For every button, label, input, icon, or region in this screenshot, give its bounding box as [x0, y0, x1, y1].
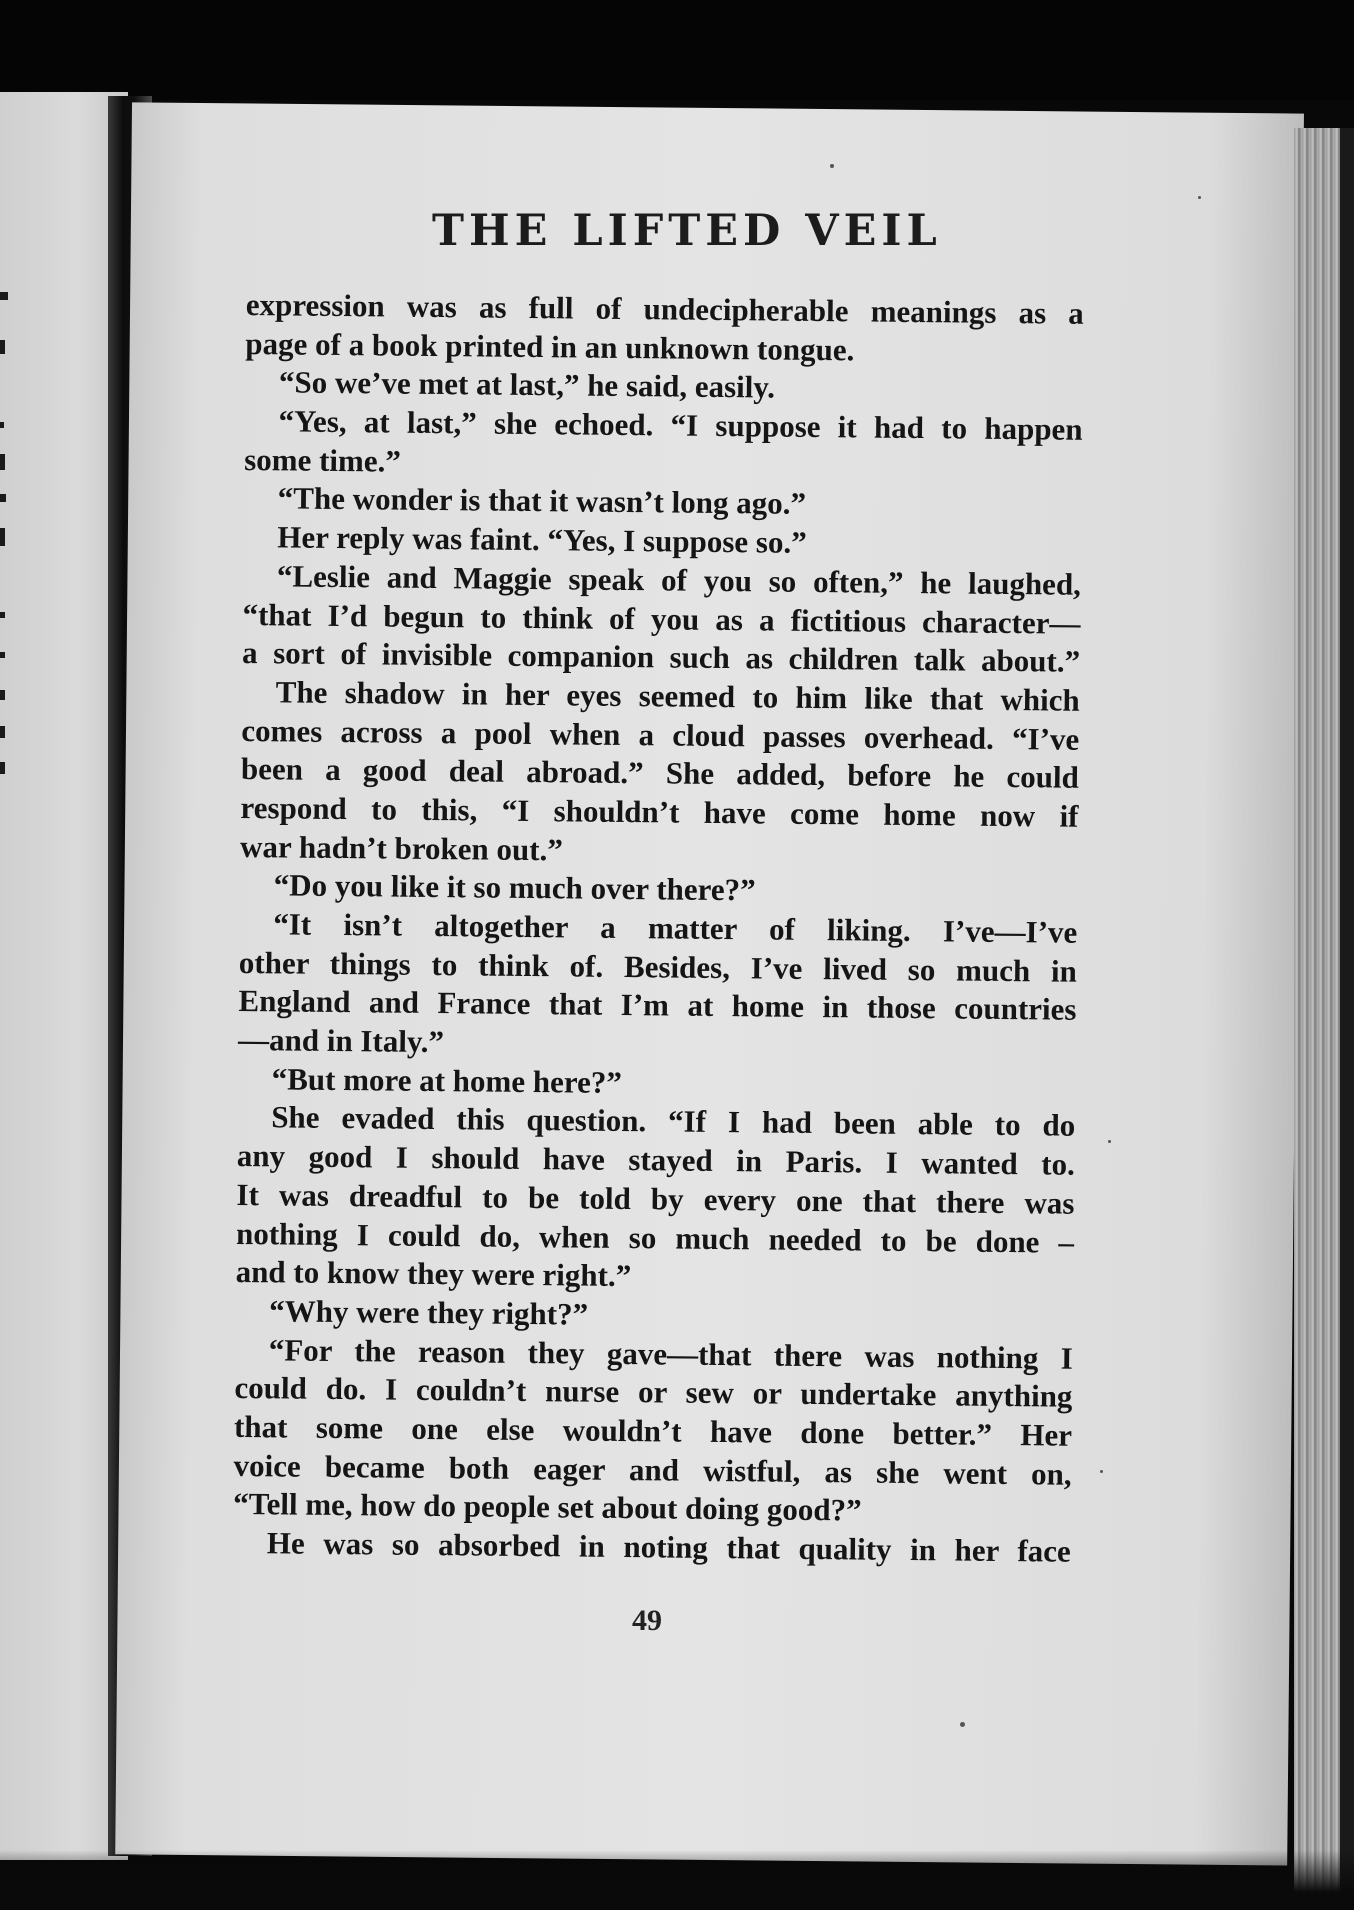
- print-bleed-mark: [0, 762, 5, 774]
- running-head: THE LIFTED VEIL: [432, 206, 942, 256]
- print-bleed-mark: [0, 494, 6, 502]
- text-line: nothing I could do, when so much needed to be done –: [235, 1215, 1075, 1260]
- scanner-bottom-shadow: [0, 1850, 1354, 1910]
- print-bleed-mark: [0, 726, 5, 738]
- dust-speck: [1100, 1470, 1103, 1473]
- text-line: war hadn’t broken out.”: [239, 828, 564, 867]
- print-bleed-mark: [0, 422, 4, 428]
- text-line: any good I should have stayed in Paris. I wanted to.: [236, 1138, 1076, 1182]
- text-line: “It isn’t altogether a matter of liking. I’ve—I’ve: [273, 906, 1078, 950]
- text-line: “Leslie and Maggie speak of you so often,” he laughed,: [276, 558, 1082, 602]
- text-line: some time.”: [244, 441, 402, 479]
- print-bleed-mark: [0, 612, 5, 618]
- text-line: expression was as full of undecipherable meanings as a: [245, 286, 1084, 331]
- text-line: “Why were they right?”: [269, 1293, 589, 1332]
- body-text: [233, 286, 1084, 1571]
- text-line: —and in Italy.”: [237, 1022, 445, 1060]
- text-line: “For the reason they gave—that there was nothing I: [268, 1331, 1074, 1376]
- text-line: “Yes, at last,” she echoed. “I suppose it had to happen: [278, 403, 1083, 447]
- print-bleed-mark: [0, 652, 5, 658]
- print-bleed-mark: [0, 690, 5, 700]
- text-line: He was so absorbed in noting that quality in her face: [266, 1525, 1071, 1569]
- page-number: 49: [632, 1604, 662, 1637]
- dust-speck: [960, 1722, 965, 1727]
- text-line: respond to this, “I shouldn’t have come home now if: [240, 789, 1079, 834]
- print-bleed-mark: [0, 528, 5, 546]
- text-line: It was dreadful to be told by every one that there was: [236, 1176, 1075, 1221]
- text-line: comes across a pool when a cloud passes overhead. “I’ve: [241, 712, 1080, 757]
- print-bleed-mark: [0, 292, 8, 300]
- text-line: page of a book printed in an unknown tongue.: [245, 325, 855, 368]
- print-bleed-mark: [0, 454, 5, 470]
- text-line: Her reply was faint. “Yes, I suppose so.”: [277, 519, 807, 561]
- text-line: “The wonder is that it wasn’t long ago.”: [277, 480, 807, 522]
- text-line: “that I’d begun to think of you as a fictitious character—: [242, 596, 1081, 641]
- text-line: could do. I couldn’t nurse or sew or undertake anything: [234, 1370, 1073, 1414]
- text-line: England and France that I’m at home in those countries: [238, 983, 1077, 1028]
- text-line: The shadow in her eyes seemed to him like that which: [275, 674, 1080, 718]
- text-line: other things to think of. Besides, I’ve lived so much in: [238, 944, 1078, 989]
- text-line: “But more at home here?”: [271, 1061, 623, 1100]
- scanner-background: [0, 0, 1354, 100]
- text-line: “Do you like it so much over there?”: [273, 867, 756, 908]
- text-line: “So we’ve met at last,” he said, easily.: [278, 364, 776, 405]
- text-line: that some one else wouldn’t have done better.” Her: [233, 1408, 1073, 1453]
- dust-speck: [830, 164, 834, 168]
- text-line: been a good deal abroad.” She added, before he could: [240, 751, 1080, 795]
- text-line: voice became both eager and wistful, as she went on,: [233, 1447, 1072, 1492]
- dust-speck: [1108, 1140, 1111, 1143]
- text-line: She evaded this question. “If I had been able to do: [271, 1099, 1076, 1144]
- text-line: and to know they were right.”: [235, 1254, 632, 1294]
- dust-speck: [1198, 196, 1201, 199]
- text-line: “Tell me, how do people set about doing good?”: [233, 1486, 862, 1528]
- text-line: a sort of invisible companion such as children talk about.”: [241, 635, 1081, 679]
- print-bleed-mark: [0, 340, 5, 354]
- page-edge-stack: [1294, 128, 1354, 1898]
